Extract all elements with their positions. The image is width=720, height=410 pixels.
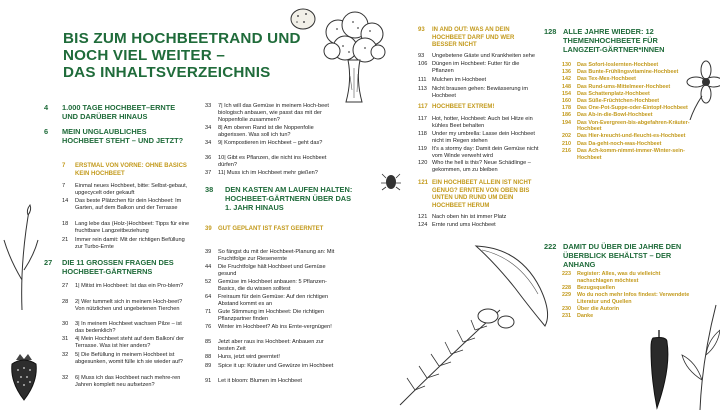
toc-entry[interactable]: 31 4| Mein Hochbeet steht auf dem Balkon/ der Terrasse. Was ist hier anders? xyxy=(62,336,185,349)
toc-theme-entry[interactable] xyxy=(562,69,690,76)
toc-entry[interactable]: 71 Gute Stimmung im Hochbeet: Die richtigen Pflanzpartner finden xyxy=(205,309,325,322)
page-number: 216 xyxy=(562,147,571,154)
entry-title: Bezugsquellen xyxy=(577,284,616,291)
entry-title: Das One-Pot-Suppe-oder-Eintopf-Hochbeet xyxy=(577,105,688,112)
page-number: 223 xyxy=(562,271,571,277)
entry-title: Wo du noch mehr Infos findest: Verwendete Literatur und Quellen xyxy=(577,292,690,305)
toc-entry[interactable]: 113 Nicht brausen gehen: Bewässerung im Hochbeet xyxy=(418,86,529,99)
potato-icon xyxy=(289,7,317,31)
toc-theme-entry[interactable] xyxy=(562,271,690,285)
toc-entry[interactable]: 120 Who the hell is this? Neue Schädlinge – gekommen, um zu bleiben xyxy=(418,160,531,173)
toc-appendix-list xyxy=(562,271,690,321)
entry-title: Das Sofort-loslernten-Hochbeet xyxy=(577,62,659,68)
toc-section[interactable]: 222 DAMIT DU ÜBER DIE JAHRE DEN ÜBERBLICK BEHÄLTST – DER ANHANG xyxy=(544,242,682,269)
entry-title: Das Tex-Mex-Hochbeet xyxy=(577,76,636,83)
toc-entry[interactable]: 21 Immer rein damit: Mit der richtigen Befüllung zur Turbo-Ernte xyxy=(62,237,185,250)
toc-entry[interactable]: 39 So fängst du mit der Hochbeet-Planung an: Mit Fruchtfolge zur Riesenernte xyxy=(205,249,335,262)
toc-entry[interactable]: 118 Under my umbrella: Lasse dein Hochbeet nicht im Regen stehen xyxy=(418,131,535,144)
toc-theme-entry[interactable] xyxy=(562,133,690,140)
toc-section[interactable]: 4 1.000 TAGE HOCHBEET–ERNTE UND DARÜBER HINAUS xyxy=(44,103,176,121)
toc-theme-entry[interactable] xyxy=(562,62,690,69)
toc-theme-entry[interactable] xyxy=(562,285,690,292)
toc-subsection[interactable]: 117 HOCHBEET EXTREM! xyxy=(418,104,495,110)
page-number: 202 xyxy=(562,133,571,140)
toc-entry[interactable]: 111 Mulchen im Hochbeet xyxy=(418,77,487,83)
toc-entry[interactable]: 7 Einmal neues Hochbeet, bitte: Selbst-gebaut, upgecycelt oder gekauft xyxy=(62,183,188,196)
toc-section[interactable]: 38 DEN KASTEN AM LAUFEN HALTEN: HOCHBEET-GÄRTNERN ÜBER DAS 1. JAHR HINAUS xyxy=(205,185,353,212)
toc-theme-entry[interactable] xyxy=(562,292,690,306)
toc-entry[interactable]: 37 11| Muss ich im Hochbeet mehr gießen? xyxy=(205,170,318,176)
toc-subsection[interactable]: 93 IN AND OUT: WAS AN DEIN HOCHBEET DARF UND WER BESSER NICHT xyxy=(418,27,515,49)
page-number: 160 xyxy=(562,97,571,104)
toc-entry[interactable]: 27 1| Mitist im Hochbeet: Ist das ein Pro-blem? xyxy=(62,283,184,289)
entry-title: Das Rund-ums-Mittelmeer-Hochbeet xyxy=(577,83,671,90)
toc-theme-entry[interactable] xyxy=(562,148,690,162)
toc-entry[interactable]: 32 6| Muss ich das Hochbeet nach mehre-ren Jahren komplett neu aufsetzen? xyxy=(62,375,181,388)
chili-icon xyxy=(645,328,675,410)
toc-entry[interactable]: 117 Hot, hotter, Hochbeet: Auch bei Hitze ein kühles Beet behalten xyxy=(418,116,533,129)
page-number: 178 xyxy=(562,105,571,112)
toc-entry[interactable]: 28 2| Wer tummelt sich in meinem Hoch-beet? Von nützlichen und ungebetenen Tierchen xyxy=(62,299,183,312)
toc-theme-entry[interactable] xyxy=(562,76,690,83)
toc-entry[interactable]: 34 8| Am oberen Rand ist die Noppenfolie abgerissen. Was soll ich tun? xyxy=(205,125,314,138)
entry-title: Das Süße-Früchtchen-Hochbeet xyxy=(577,97,660,104)
page-number: 228 xyxy=(562,284,571,291)
toc-entry[interactable]: 32 5| Die Befüllung in meinem Hochbeet ist abgesunken, womit fülle ich sie wieder auf? xyxy=(62,352,183,365)
page-number: 231 xyxy=(562,313,571,320)
herb-icon xyxy=(676,300,720,410)
toc-subsection[interactable]: 7 ERSTMAL VON VORNE: OHNE BASICS KEIN HOCHBEET xyxy=(62,163,187,177)
page-number: 136 xyxy=(562,69,571,76)
entry-title: Register: Alles, was du vielleicht nachschlagen möchtest xyxy=(577,271,661,284)
entry-title: Das Da-geht-noch-was-Hochbeet xyxy=(577,140,662,147)
toc-entry[interactable]: 106 Düngen im Hochbeet: Futter für die Pflanzen xyxy=(418,61,520,74)
entry-title: Das Von-Evergreen-bis-abgefahren-Kräuter-Hochbeet xyxy=(577,119,690,133)
page-number: 186 xyxy=(562,112,571,119)
toc-theme-entry[interactable] xyxy=(562,105,690,112)
toc-subsection[interactable]: 121 EIN HOCHBEET ALLEIN IST NICHT GENUG? ERNTEN VON OBEN BIS UNTEN UND RUND UM DEIN HOCHBEET HERUM xyxy=(418,180,532,209)
toc-entry[interactable]: 89 Spice it up: Kräuter und Gewürze im Hochbeet xyxy=(205,363,334,369)
page-number: 130 xyxy=(562,62,571,68)
page-number: 194 xyxy=(562,119,571,126)
toc-entry[interactable]: 34 9| Kompostieren im Hochbeet – geht das? xyxy=(205,140,323,146)
page-number: 148 xyxy=(562,83,571,90)
toc-theme-list xyxy=(562,62,690,162)
bean-pod-icon xyxy=(470,238,560,330)
toc-entry[interactable]: 121 Nach oben hin ist immer Platz xyxy=(418,214,507,220)
toc-entry[interactable]: 18 Lang lebe das (Holz-)Hochbeet: Tipps für eine fruchtbare Langzeitbeziehung xyxy=(62,221,190,234)
toc-section[interactable]: 128 ALLE JAHRE WIEDER: 12 THEMENHOCHBEETE FÜR LANGZEIT-GÄRTNER*INNEN xyxy=(544,27,665,54)
toc-section[interactable]: 27 DIE 11 GROSSEN FRAGEN DES HOCHBEET-GÄRTNERNS xyxy=(44,258,174,276)
toc-theme-entry[interactable] xyxy=(562,306,690,313)
strawberry-icon xyxy=(8,352,40,402)
broccoli-icon xyxy=(318,10,390,105)
toc-entry[interactable]: 52 Gemüse im Hochbeet anbauen: 5 Pflanzen-Basics, die du wissen solltest xyxy=(205,279,327,292)
toc-theme-entry[interactable] xyxy=(562,84,690,91)
toc-theme-entry[interactable] xyxy=(562,120,690,134)
toc-theme-entry[interactable] xyxy=(562,141,690,148)
page-number: 230 xyxy=(562,306,571,313)
toc-entry[interactable]: 93 Ungebetene Gäste und Krankheiten sehe xyxy=(418,53,535,59)
toc-theme-entry[interactable] xyxy=(562,313,690,320)
page-number: 229 xyxy=(562,292,571,299)
flower-icon xyxy=(684,60,720,120)
toc-entry[interactable]: 44 Die Fruchtfolge hält Hochbeet und Gemüse gesund xyxy=(205,264,326,277)
toc-theme-entry[interactable] xyxy=(562,98,690,105)
beetle-icon xyxy=(380,170,402,192)
entry-title: Das Hier-kreucht-und-fleucht-es-Hochbeet xyxy=(577,133,686,140)
page-number: 154 xyxy=(562,90,571,97)
entry-title: Das Bunte-Frühlingsvitamine-Hochbeet xyxy=(577,69,679,76)
toc-entry[interactable]: 33 7| Ich will das Gemüse in meinem Hoch-beet biologisch anbauen, wie passt das mit der Noppenfolie zusammen? xyxy=(205,103,329,123)
toc-entry[interactable]: 30 3| In meinem Hochbeet wachsen Pilze – ist das bedenklich? xyxy=(62,321,182,334)
entry-title: Das Ab-in-die-Bowl-Hochbeet xyxy=(577,112,653,119)
entry-title: Das Schattenplatz-Hochbeet xyxy=(577,90,650,97)
toc-section[interactable]: 6 MEIN UNGLAUBLICHES HOCHBEET STEHT – UND JETZT? xyxy=(44,127,184,145)
entry-title: Danke xyxy=(577,313,594,320)
toc-entry[interactable]: 91 Let it bloom: Blumen im Hochbeet xyxy=(205,378,302,384)
page-title: BIS ZUM HOCHBEETRAND UND NOCH VIEL WEITER – DAS INHALTSVERZEICHNIS xyxy=(63,30,301,81)
toc-entry[interactable]: 124 Ernte rund ums Hochbeet xyxy=(418,222,496,228)
toc-theme-entry[interactable] xyxy=(562,112,690,119)
toc-entry[interactable]: 36 10| Gibt es Pflanzen, die nicht ins Hochbeet dürfen? xyxy=(205,155,327,168)
toc-entry[interactable]: 119 It's a stormy day: Damit dein Gemüse nicht vom Winde verweht wird xyxy=(418,146,539,159)
toc-entry[interactable]: 76 Winter im Hochbeet? Ab ins Ernte-vergnügen! xyxy=(205,324,332,330)
entry-title: Das Ach-komm-nimmt-immer-Winter-sein-Hochbeet xyxy=(577,147,685,161)
page-number: 142 xyxy=(562,76,571,83)
toc-subsection[interactable]: 39 GUT GEPLANT IST FAST GEERNTET xyxy=(205,226,324,232)
toc-entry[interactable]: 88 Huns, jetzt wird geerntet! xyxy=(205,354,280,360)
toc-entry[interactable]: 14 Das beste Plätzchen für dein Hochbeet: Im Garten, auf dem Balkon und der Terrasse xyxy=(62,198,182,211)
grass-icon xyxy=(0,200,40,310)
page-number: 210 xyxy=(562,140,571,147)
entry-title: Über die Autorin xyxy=(577,306,620,313)
toc-entry[interactable]: 64 Freiraum für dein Gemüse: Auf den richtigen Abstand kommt es an xyxy=(205,294,329,307)
toc-theme-entry[interactable] xyxy=(562,91,690,98)
toc-entry[interactable]: 85 Jetzt aber raus ins Hochbeet: Anbauen zur besten Zeit xyxy=(205,339,324,352)
